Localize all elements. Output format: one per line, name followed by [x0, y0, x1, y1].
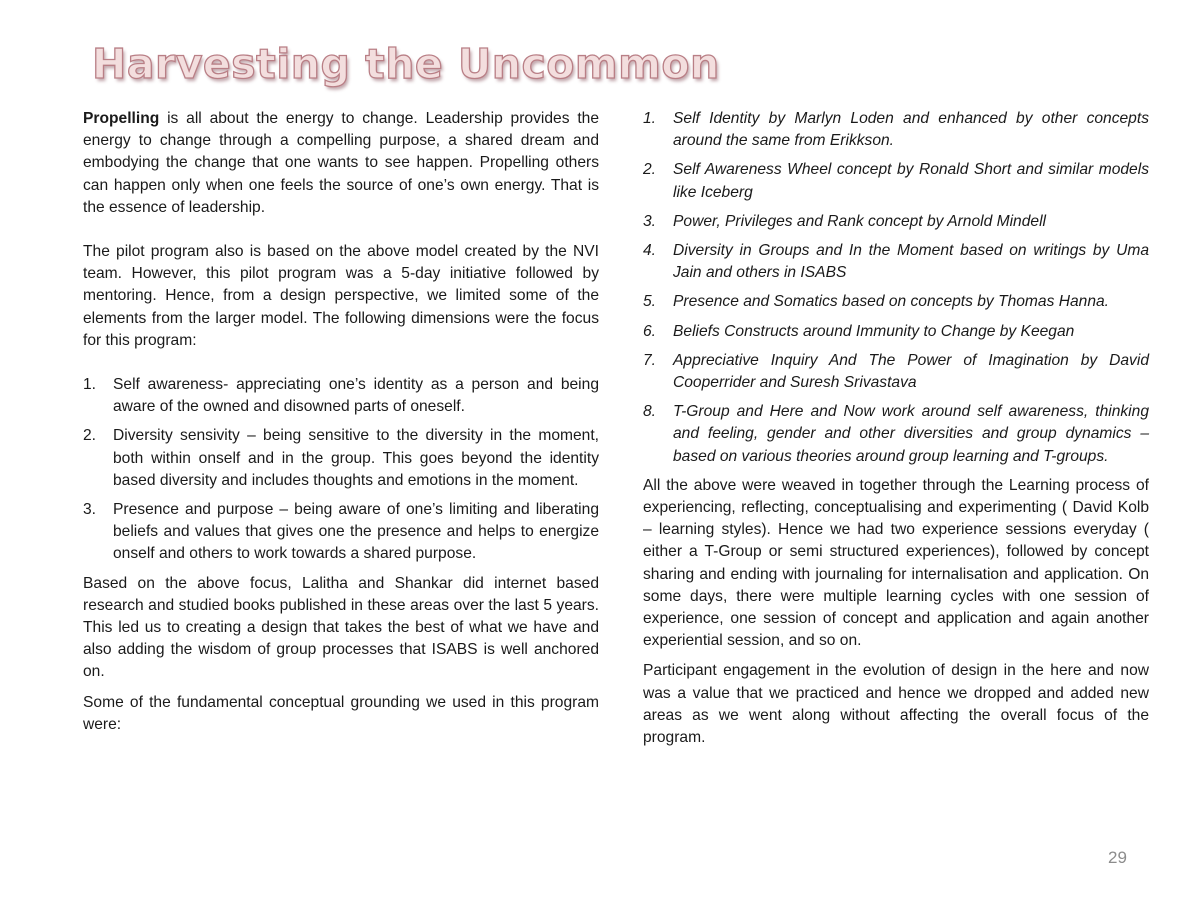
list-number: 3.	[83, 501, 97, 519]
list-item	[643, 401, 1149, 468]
list-number: 7.	[643, 351, 657, 369]
list-text: Self Awareness Wheel concept by Ronald Short and similar models like Iceberg	[673, 161, 1149, 201]
list-text: Diversity in Groups and In the Moment based on writings by Uma Jain and others in ISABS	[673, 242, 1149, 282]
paragraph-learning-process: All the above were weaved in together through the Learning process of experiencing, reflecting, conceptualising and experimenting ( David Kolb – learning styles). Hence we had two experience sessions everyday ( either a T-Group or semi structured experiences), followed by concept sharing and ending with journaling for internalisation and application. On some days, there were multiple learning cycles with one session of experience, one session of concept and application and again another experiential session, and so on.	[643, 476, 1149, 650]
list-item	[643, 291, 1149, 313]
right-column	[643, 108, 1149, 749]
list-item	[643, 350, 1149, 394]
dimensions-list	[83, 374, 599, 566]
list-number: 6.	[643, 322, 657, 340]
paragraph-grounding: Some of the fundamental conceptual grounding we used in this program were:	[83, 693, 599, 733]
list-item	[643, 159, 1149, 203]
list-text: Beliefs Constructs around Immunity to Change by Keegan	[673, 322, 1075, 340]
list-text: Self awareness- appreciating one’s identity as a person and being aware of the owned and disowned parts of oneself.	[113, 376, 599, 416]
list-text: Presence and Somatics based on concepts by Thomas Hanna.	[673, 293, 1110, 311]
list-item	[83, 499, 599, 566]
list-number: 4.	[643, 242, 657, 260]
list-item	[643, 211, 1149, 233]
list-number: 2.	[83, 427, 97, 445]
list-text: Presence and purpose – being aware of one’s limiting and liberating beliefs and values that gives one the presence and helps to energize onself and others to work towards a shared purpose.	[113, 501, 599, 563]
list-number: 5.	[643, 293, 657, 311]
paragraph-propelling	[83, 108, 599, 219]
concepts-list	[643, 108, 1149, 468]
list-text: Appreciative Inquiry And The Power of Imagination by David Cooperrider and Suresh Srivastava	[673, 351, 1149, 392]
page-title: Harvesting the Uncommon	[92, 40, 720, 88]
list-number: 2.	[643, 161, 657, 179]
bold-term: Propelling	[83, 110, 160, 127]
list-item	[83, 425, 599, 492]
paragraph-research: Based on the above focus, Lalitha and Shankar did internet based research and studied books published in these areas over the last 5 years. This led us to creating a design that takes the best of what we have and also adding the wisdom of group processes that ISABS is well anchored on.	[83, 574, 599, 681]
list-item	[643, 108, 1149, 152]
list-number: 1.	[643, 110, 657, 127]
list-item	[643, 321, 1149, 343]
list-text: Diversity sensivity – being sensitive to the diversity in the moment, both within onself and in the group. This goes beyond the identity based diversity and includes thoughts and emotions in the moment.	[113, 427, 599, 489]
list-number: 3.	[643, 212, 657, 230]
paragraph-participant-engagement: Participant engagement in the evolution of design in the here and now was a value that we practiced and hence we dropped and added new areas as we went along without affecting the overall focus of the program.	[643, 662, 1149, 747]
list-text: T-Group and Here and Now work around self awareness, thinking and feeling, gender and other diversities and group dynamics – based on various theories around group learning and T-groups.	[673, 403, 1149, 465]
list-number: 8.	[643, 403, 657, 421]
page-number: 29	[1108, 848, 1127, 867]
list-text: Power, Privileges and Rank concept by Arnold Mindell	[673, 212, 1047, 230]
paragraph-text: is all about the energy to change. Leadership provides the energy to change through a compelling purpose, a shared dream and embodying the change that one wants to see happen. Propelling others can happen only when one feels the source of one’s own energy. That is the essence of leadership.	[83, 110, 599, 216]
list-text: Self Identity by Marlyn Loden and enhanced by other concepts around the same from Erikkson.	[673, 110, 1149, 150]
list-number: 1.	[83, 376, 97, 394]
left-column	[83, 108, 599, 736]
list-item	[643, 240, 1149, 284]
list-item	[83, 374, 599, 418]
paragraph-pilot-program: The pilot program also is based on the above model created by the NVI team. However, this pilot program was a 5-day initiative followed by mentoring. Hence, from a design perspective, we limited some of the elements from the larger model. The following dimensions were the focus for this program:	[83, 243, 599, 349]
